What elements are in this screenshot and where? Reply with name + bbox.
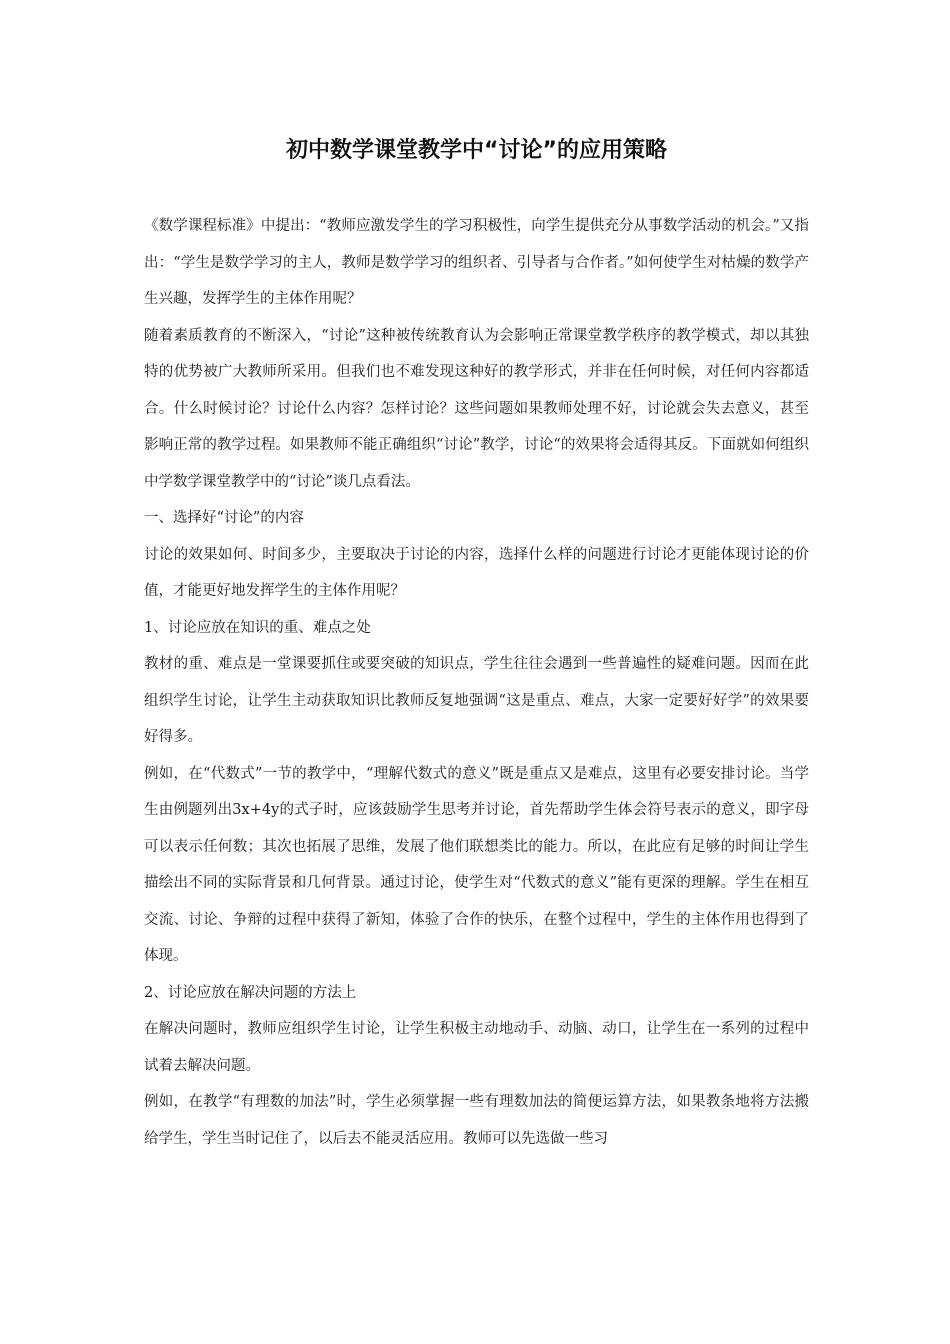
paragraph: 随着素质教育的不断深入，“讨论”这种被传统教育认为会影响正常课堂教学秩序的教学模式，却以其独特的优势被广大教师所采用。但我们也不难发现这种好的教学形式，并非在任何时候，对任何内容都适合。什么时候讨论？讨论什么内容？怎样讨论？这些问题如果教师处理不好，讨论就会失去意义，甚至影响正常的教学过程。如果教师不能正确组织“讨论”教学，讨论“的效果将会适得其反。下面就如何组织中学数学课堂教学中的“讨论”谈几点看法。 — [144, 327, 809, 490]
paragraph: 例如，在教学“有理数的加法”时，学生必须掌握一些有理数加法的简便运算方法，如果教条地将方法搬给学生，学生当时记住了，以后去不能灵活应用。教师可以先选做一些习 — [144, 1094, 809, 1147]
subsection-heading: 1、讨论应放在知识的重、难点之处 — [144, 619, 371, 636]
document-body — [144, 208, 809, 1157]
paragraph: 教材的重、难点是一堂课要抓住或要突破的知识点，学生往往会遇到一些普遍性的疑难问题。因而在此组织学生讨论，让学生主动获取知识比教师反复地强调“这是重点、难点，大家一定要好好学”的效果要好得多。 — [144, 656, 809, 745]
document-title: 初中数学课堂教学中“讨论”的应用策略 — [286, 138, 667, 163]
section-heading: 一、选择好“讨论”的内容 — [144, 510, 304, 526]
paragraph: 例如，在“代数式”一节的教学中，“理解代数式的意义”既是重点又是难点，这里有必要安排讨论。当学生由例题列出3x+4y的式子时，应该鼓励学生思考并讨论，首先帮助学生体会符号表示的意义，即字母可以表示任何数；其次也拓展了思维，发展了他们联想类比的能力。所以，在此应有足够的时间让学生描绘出不同的实际背景和几何背景。通过讨论，使学生对“代数式的意义”能有更深的理解。学生在相互交流、讨论、争辩的过程中获得了新知，体验了合作的快乐，在整个过程中，学生的主体作用也得到了体现。 — [144, 765, 809, 964]
subsection-heading: 2、讨论应放在解决问题的方法上 — [144, 984, 357, 1001]
paragraph: 《数学课程标准》中提出：“教师应激发学生的学习积极性，向学生提供充分从事数学活动的机会。”又指出：“学生是数学学习的主人，教师是数学学习的组织者、引导者与合作者。”如何使学生对枯燥的数学产生兴趣，发挥学生的主体作用呢？ — [144, 218, 809, 307]
paragraph: 在解决问题时，教师应组织学生讨论，让学生积极主动地动手、动脑、动口，让学生在一系列的过程中试着去解决问题。 — [144, 1021, 809, 1074]
paragraph: 讨论的效果如何、时间多少，主要取决于讨论的内容，选择什么样的问题进行讨论才更能体现讨论的价值，才能更好地发挥学生的主体作用呢？ — [144, 546, 809, 599]
